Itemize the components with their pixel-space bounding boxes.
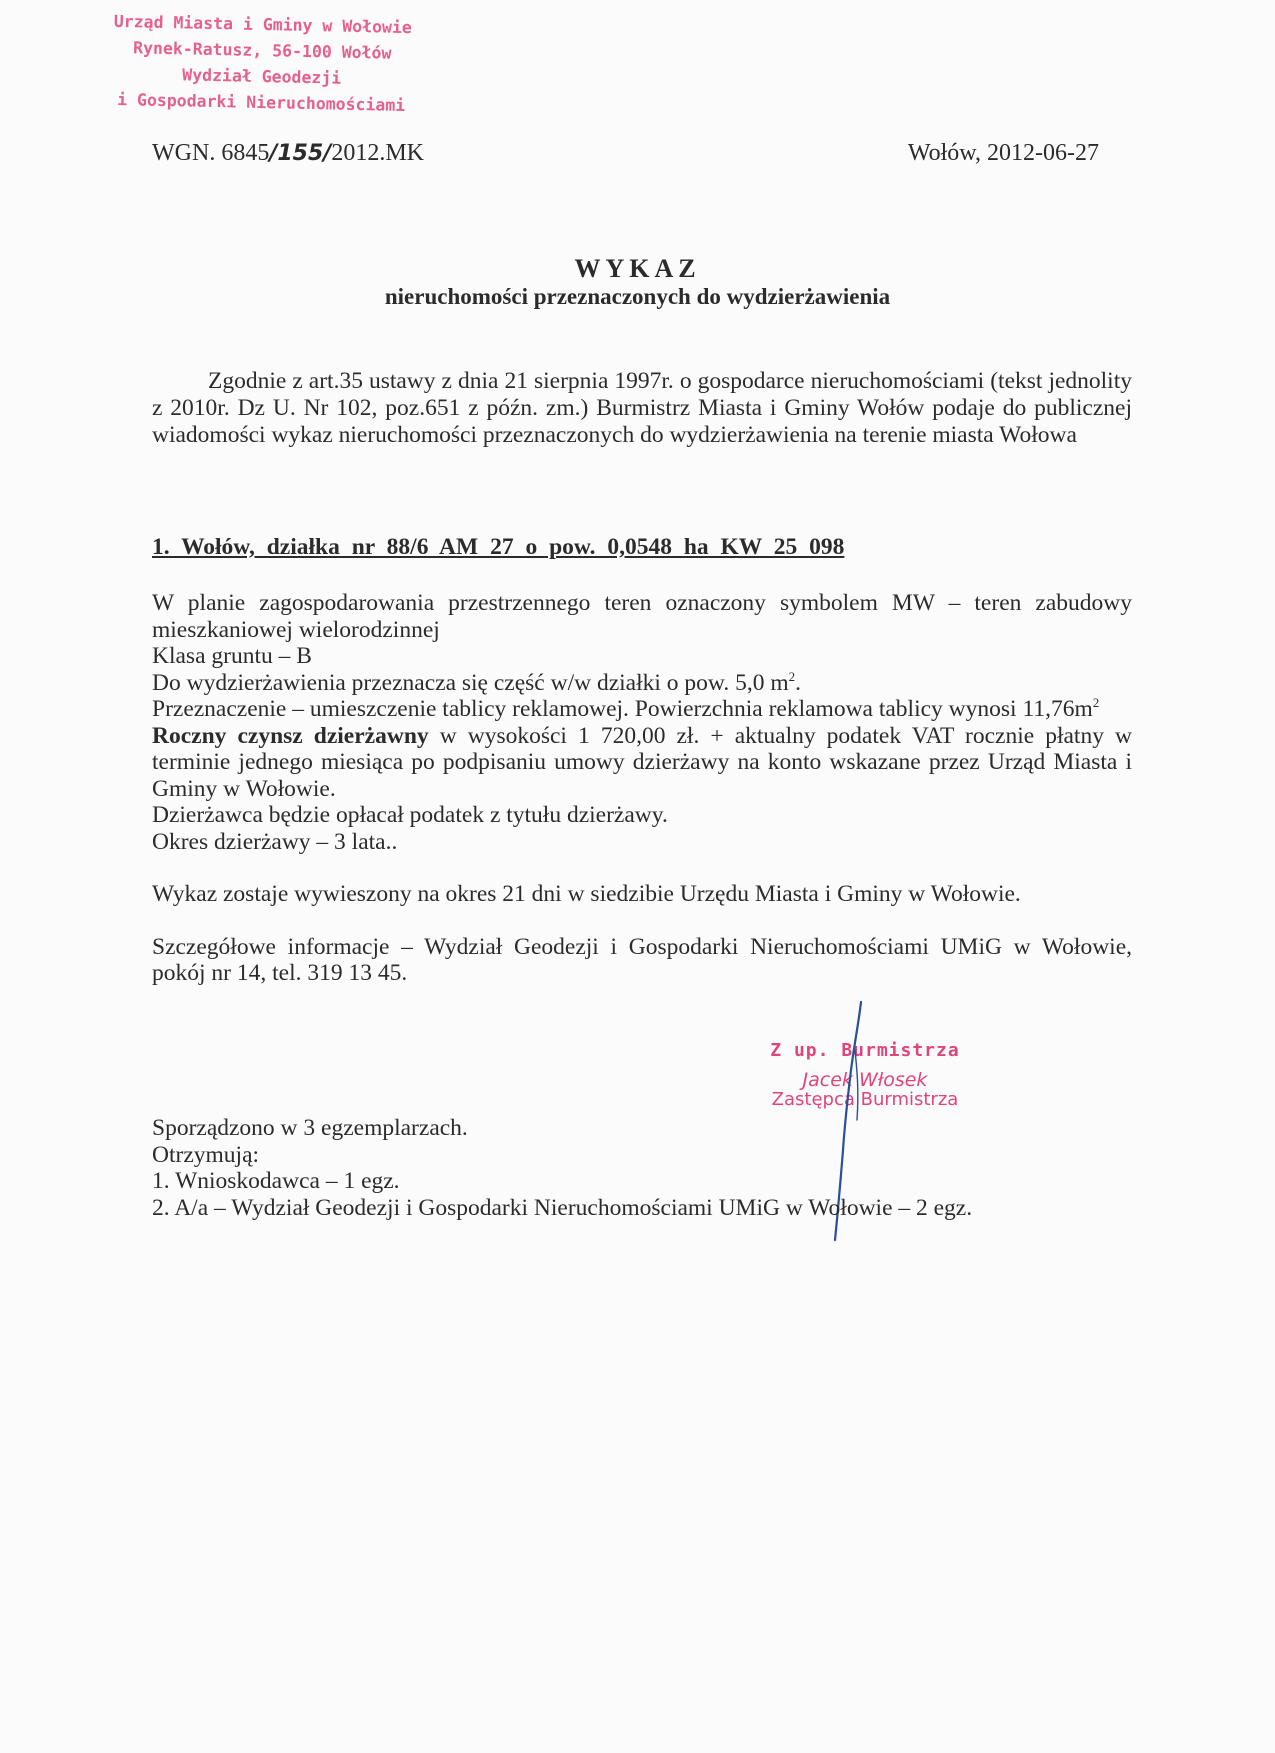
document-title: WYKAZ [574,254,701,283]
reference-number [152,140,424,167]
purpose-text: Przeznaczenie – umieszczenie tablicy reklamowej. Powierzchnia reklamowa tablicy wynosi 11,76m [152,696,1093,722]
signature-line-3: Zastępca Burmistrza [771,1089,959,1110]
rent-text: w wysokości 1 720,00 zł. + aktualny podatek VAT rocznie płatny w terminie jednego miesiąca po podpisaniu umowy dzierżawy na konto wskazane przez Urząd Miasta i Gminy w Wołowie. [152,722,1132,802]
plan-text: W planie zagospodarowania przestrzennego teren oznaczony symbolem MW – teren zabudowy mieszkaniowej wielorodzinnej [152,590,1132,643]
stamp-line-2: Rynek-Ratusz, 56-100 Wołów [132,38,392,63]
ref-suffix: 2012.MK [331,140,424,166]
document-date: Wołów, 2012-06-27 [907,140,1099,166]
rent-label: Roczny czynsz dzierżawny [152,722,429,749]
recipient-item: 2. A/a – Wydział Geodezji i Gospodarki Nieruchomościami UMiG w Wołowie – 2 egz. [152,1194,973,1221]
portion-end: . [795,669,801,696]
copies-text: Sporządzono w 3 egzemplarzach. [152,1115,468,1141]
ref-prefix: WGN. 6845 [152,140,270,166]
property-details [152,590,1132,987]
tax-text: Dzierżawca będzie opłacał podatek z tytułu dzierżawy. [152,802,668,828]
document-subtitle: nieruchomości przeznaczonych do wydzierżawienia [384,284,891,309]
stamp-line-3: Wydział Geodezji [182,65,342,88]
intro-text: Zgodnie z art.35 ustawy z dnia 21 sierpnia 1997r. o gospodarce nieruchomościami (tekst jednolity z 2010r. Dz U. Nr 102, poz.651 z późn. zm.) Burmistrz Miasta i Gminy Wołów podaje do publicznej wiadomości wykaz nieruchomości przeznaczonych do wydzierżawienia na terenie miasta Wołowa [152,368,1132,448]
posting-text: Wykaz zostaje wywieszony na okres 21 dni w siedzibie Urzędu Miasta i Gminy w Wołowie. [152,881,1021,907]
signature-line-1: Z up. Burmistrza [770,1040,960,1061]
period-text: Okres dzierżawy – 3 lata.. [152,828,398,855]
footer [152,1115,972,1221]
property-heading: 1. Wołów, działka nr 88/6 AM 27 o pow. 0,0548 ha KW 25 098 [152,534,845,560]
stamp-line-4: i Gospodarki Nieruchomościami [116,89,406,116]
stamp-line-1: Urząd Miasta i Gminy w Wołowie [113,11,412,38]
portion-sup: 2 [788,668,796,684]
purpose-line [152,696,1132,723]
portion-text: Do wydzierżawienia przeznacza się część w/w działki o pow. 5,0 m [152,669,789,696]
recipient-item: 1. Wnioskodawca – 1 egz. [152,1168,400,1194]
recipients-label: Otrzymują: [152,1141,260,1168]
portion-line [152,670,1132,697]
signature-line-2: Jacek Włosek [802,1069,928,1091]
intro-paragraph [152,368,1132,449]
rent-line [152,723,1132,803]
details-text: Szczegółowe informacje – Wydział Geodezji i Gospodarki Nieruchomościami UMiG w Wołowie, pokój nr 14, tel. 319 13 45. [152,933,1132,986]
soil-class-text: Klasa gruntu – B [152,643,312,669]
purpose-sup: 2 [1092,695,1100,711]
ref-handwritten-number: /155/ [269,141,332,166]
office-stamp [111,9,413,119]
